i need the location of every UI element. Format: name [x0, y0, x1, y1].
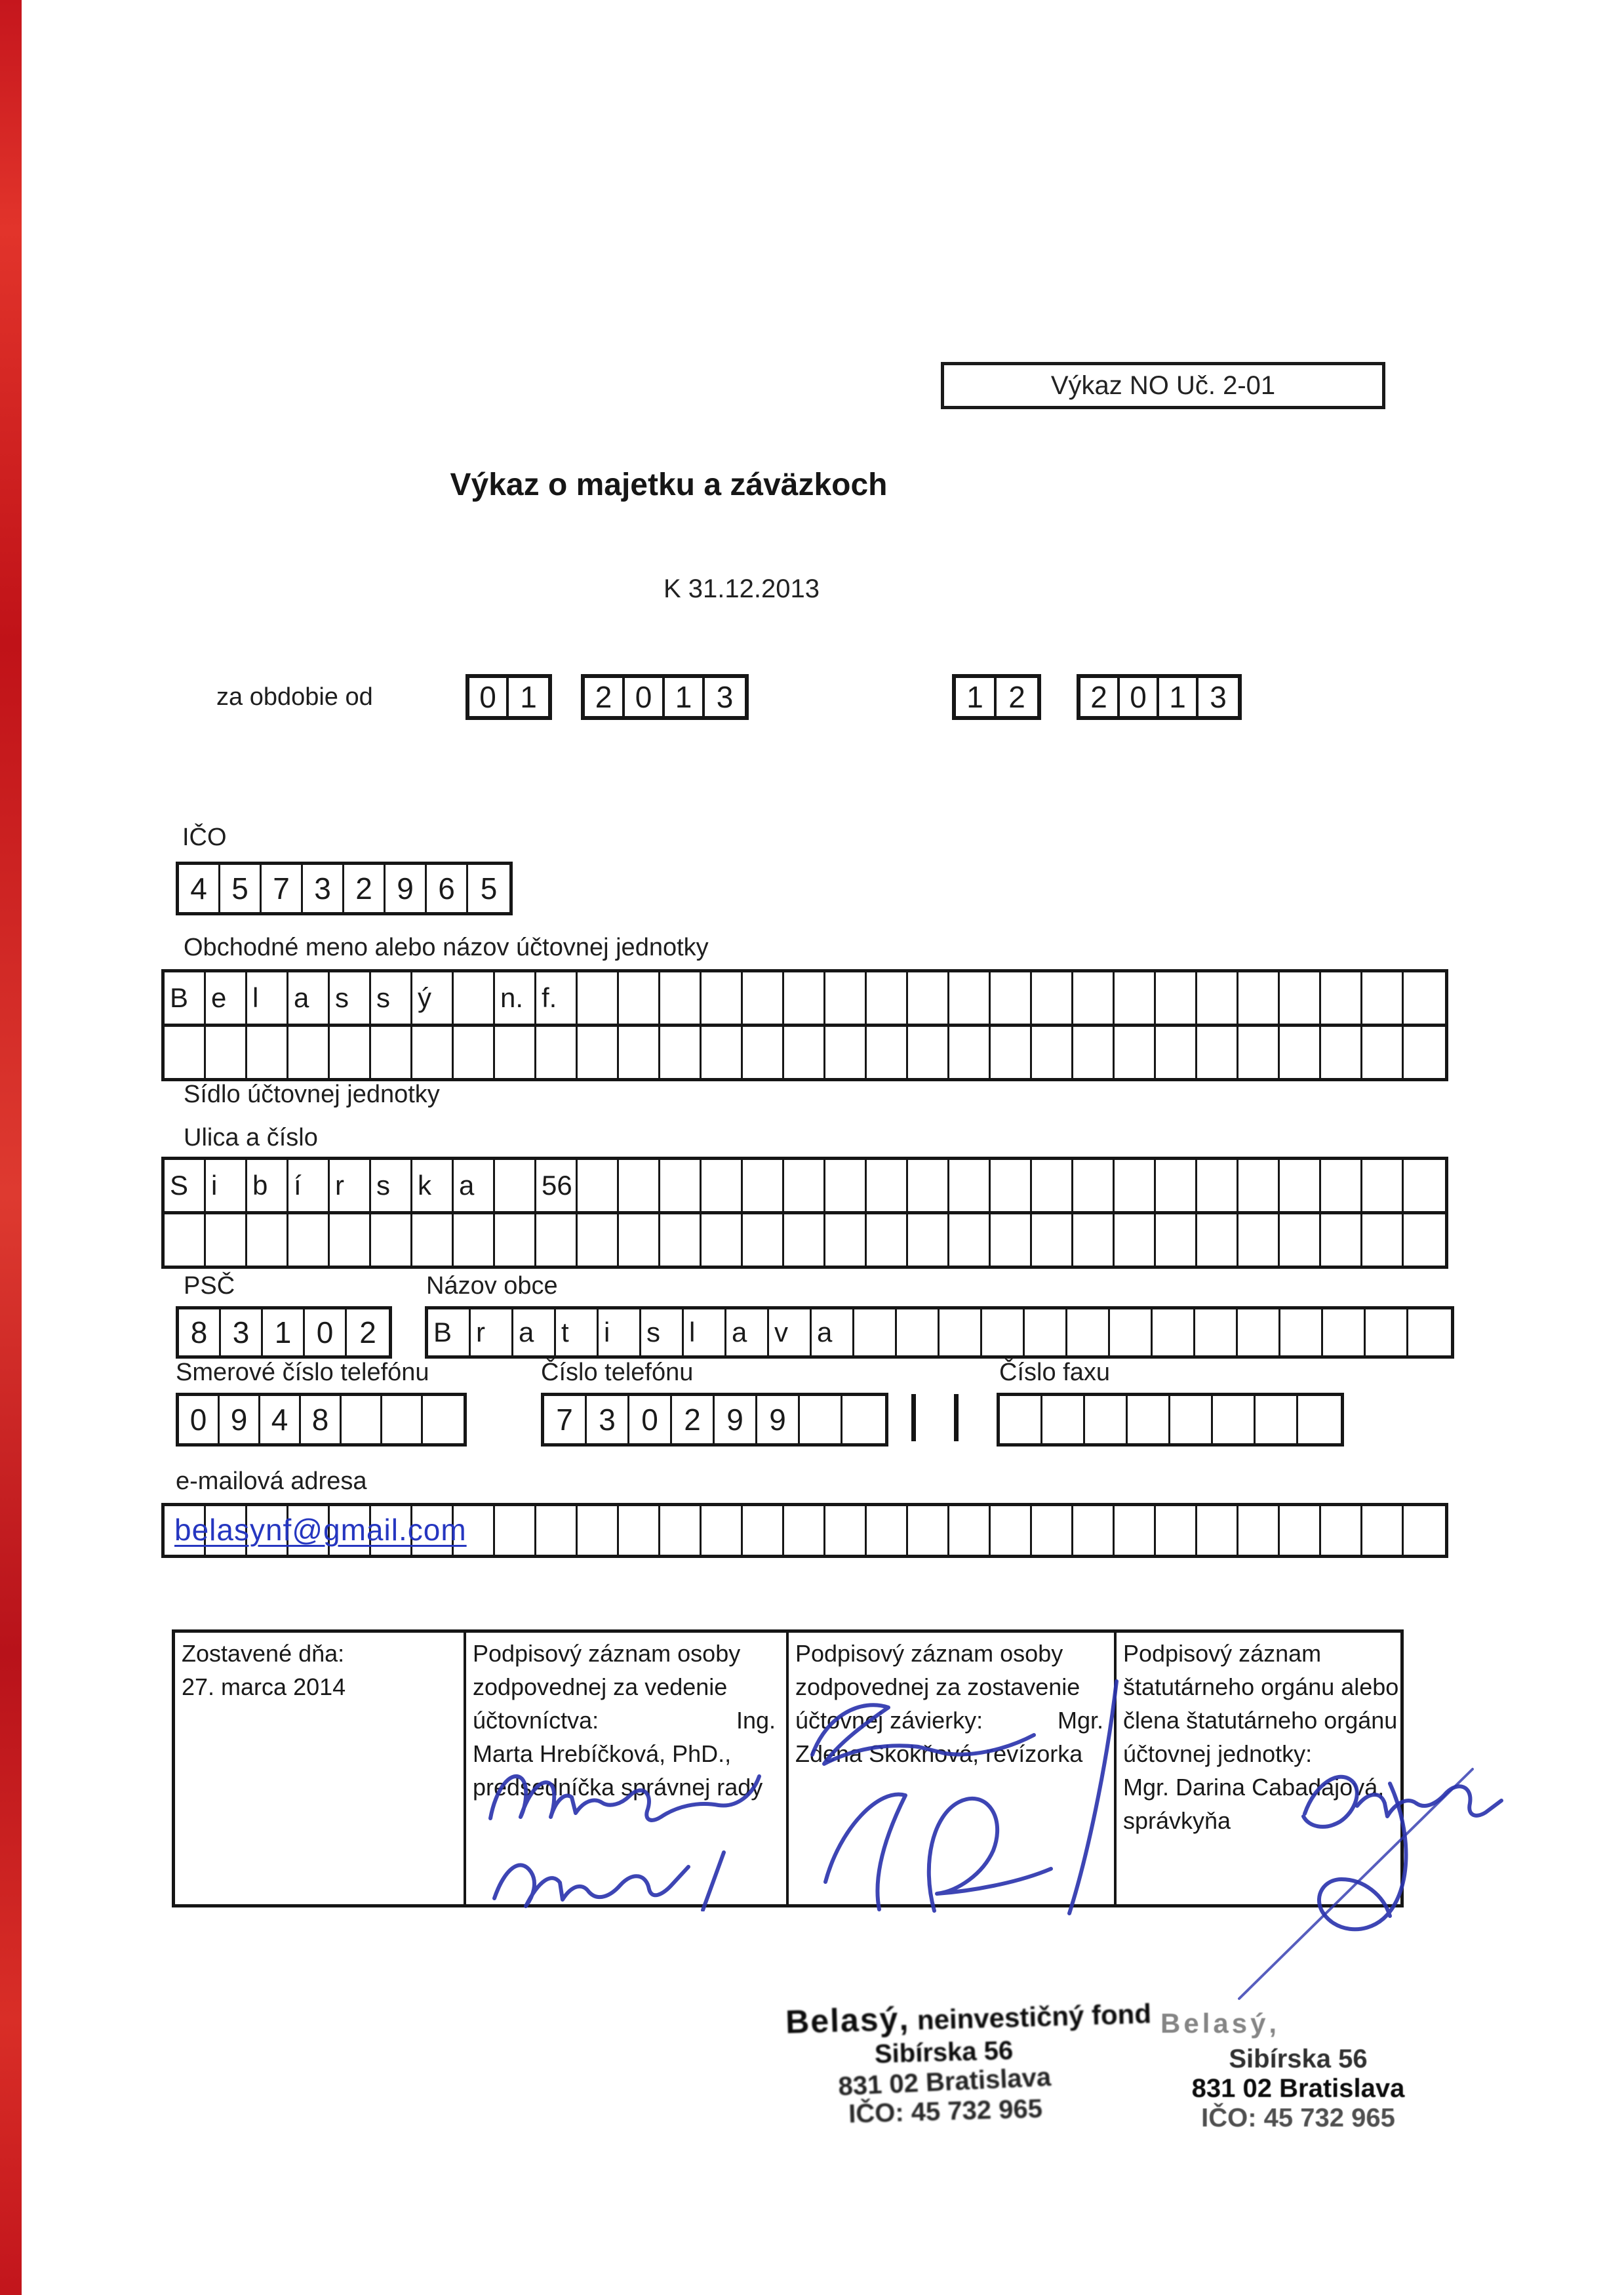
grid-cell [660, 1506, 702, 1555]
grid-cell: s [330, 972, 371, 1024]
grid-cell: 9 [220, 1396, 260, 1443]
grid-cell [536, 1214, 578, 1266]
grid-cell [908, 1160, 949, 1211]
grid-cell [1298, 1396, 1341, 1443]
grid-cell: 56 [536, 1160, 578, 1211]
grid-cell [1115, 1027, 1156, 1078]
grid-cell: s [641, 1309, 684, 1355]
grid-cell [1115, 1214, 1156, 1266]
grid-cell [1032, 1027, 1073, 1078]
grid-cell: 5 [480, 871, 498, 906]
grid-cell [330, 1027, 371, 1078]
stamp-line: Belasý, [1160, 2008, 1280, 2039]
grid-cell: í [288, 1160, 330, 1211]
grid-cell [578, 1214, 619, 1266]
grid-cell: 3 [1210, 680, 1227, 714]
grid-cell [1115, 972, 1156, 1024]
business-name-grid [161, 969, 1448, 1081]
grid-cell: a [288, 972, 330, 1024]
grid-cell [1032, 1506, 1073, 1555]
grid-cell: 8 [179, 1309, 221, 1355]
grid-cell: 3 [303, 865, 344, 912]
grid-cell [578, 1506, 619, 1555]
grid-cell: s [371, 972, 412, 1024]
grid-cell [578, 1027, 619, 1078]
grid-cell [288, 1027, 330, 1078]
grid-cell [1362, 1160, 1404, 1211]
stamp-belasy-smudged [785, 1994, 1152, 2130]
ico-label: IČO [182, 824, 227, 851]
grid-cell: a [726, 1309, 769, 1355]
grid-cell [784, 1214, 825, 1266]
grid-row [544, 1396, 885, 1443]
grid-cell: 2 [344, 865, 386, 912]
grid-row [179, 1396, 464, 1443]
grid-cell [1256, 1396, 1298, 1443]
grid-cell: 2 [672, 1396, 715, 1443]
grid-cell [412, 1214, 454, 1266]
grid-row [179, 865, 509, 912]
fax-label: Číslo faxu [999, 1359, 1110, 1386]
grid-cell [342, 1396, 382, 1443]
grid-cell [991, 972, 1032, 1024]
grid-cell [423, 1396, 464, 1443]
grid-cell [371, 1214, 412, 1266]
grid-cell [619, 1160, 660, 1211]
grid-cell [382, 1396, 423, 1443]
grid-cell [1073, 1506, 1115, 1555]
grid-cell [867, 1506, 908, 1555]
grid-cell [1404, 1214, 1445, 1266]
grid-cell [536, 1027, 578, 1078]
grid-cell [660, 1160, 702, 1211]
grid-cell [908, 972, 949, 1024]
grid-cell [702, 1160, 743, 1211]
signature-table-line: Zdena Skokňová, revízorka [795, 1740, 1083, 1767]
grid-row [165, 1024, 1445, 1078]
signature-table-line: Podpisový záznam [1123, 1640, 1322, 1667]
period-to-year-boxes [1077, 674, 1242, 720]
business-name-label: Obchodné meno alebo názov účtovnej jednotky [184, 934, 709, 961]
signature-table-line: Zostavené dňa: [182, 1640, 345, 1667]
grid-cell [1408, 1309, 1451, 1355]
grid-cell [578, 972, 619, 1024]
grid-cell [206, 1027, 247, 1078]
grid-cell [495, 1506, 536, 1555]
grid-cell [702, 1027, 743, 1078]
grid-cell [1238, 1506, 1280, 1555]
grid-cell [743, 1027, 784, 1078]
signature-table-line: Podpisový záznam osoby [473, 1640, 741, 1667]
grid-row [1000, 1396, 1341, 1443]
grid-cell: 1 [956, 678, 997, 716]
grid-cell [288, 1214, 330, 1266]
grid-cell [784, 1506, 825, 1555]
grid-cell: 0 [625, 678, 665, 716]
grid-cell [1156, 1506, 1197, 1555]
city-grid [425, 1306, 1454, 1359]
grid-cell: 6 [427, 865, 468, 912]
grid-cell [991, 1506, 1032, 1555]
grid-cell [1404, 972, 1445, 1024]
grid-cell [1321, 972, 1362, 1024]
grid-cell: 3 [716, 680, 734, 714]
grid-cell [1197, 1506, 1238, 1555]
grid-cell [1238, 1214, 1280, 1266]
grid-cell [1213, 1396, 1256, 1443]
grid-cell [454, 972, 495, 1024]
psc-grid [176, 1306, 392, 1359]
grid-cell [1128, 1396, 1170, 1443]
grid-cell [1280, 972, 1321, 1024]
signature-table-line: 27. marca 2014 [182, 1673, 346, 1700]
seat-section-label: Sídlo účtovnej jednotky [184, 1081, 440, 1108]
grid-cell [1170, 1396, 1213, 1443]
signature-table-line: Mgr. Darina Cabadajová, [1123, 1774, 1385, 1801]
grid-cell: v [769, 1309, 812, 1355]
grid-cell: 0 [629, 1396, 672, 1443]
grid-cell [412, 1027, 454, 1078]
area-code-label: Smerové číslo telefónu [176, 1359, 429, 1386]
grid-cell [371, 1027, 412, 1078]
grid-cell [1238, 1160, 1280, 1211]
grid-cell [1321, 1506, 1362, 1555]
fax-grid [997, 1393, 1344, 1447]
grid-cell: e [206, 972, 247, 1024]
signature-table-line: účtovnej jednotky: [1123, 1740, 1313, 1767]
grid-cell [495, 1214, 536, 1266]
grid-row [585, 678, 745, 716]
as-of-date: K 31.12.2013 [663, 574, 820, 603]
grid-cell [825, 1027, 867, 1078]
stamp-line: 831 02 Bratislava [837, 2062, 1052, 2102]
grid-cell [908, 1506, 949, 1555]
grid-cell [897, 1309, 940, 1355]
grid-cell [1323, 1309, 1366, 1355]
signature-table-line: štatutárneho orgánu alebo [1123, 1673, 1399, 1700]
grid-cell: a [454, 1160, 495, 1211]
period-from-year-boxes [581, 674, 749, 720]
grid-cell [660, 1214, 702, 1266]
grid-cell: 2 [359, 1315, 376, 1349]
grid-cell: 9 [715, 1396, 757, 1443]
grid-cell [825, 1160, 867, 1211]
signature-table-line: účtovnej závierky: Mgr. [795, 1707, 1103, 1734]
street-grid [161, 1157, 1448, 1269]
grid-cell: ý [412, 972, 454, 1024]
grid-cell [660, 972, 702, 1024]
signature-table-line: Marta Hrebíčková, PhD., [473, 1740, 732, 1767]
grid-cell [991, 1160, 1032, 1211]
grid-cell [1197, 1214, 1238, 1266]
grid-cell [800, 1396, 842, 1443]
phone-label: Číslo telefónu [541, 1359, 694, 1386]
grid-cell [743, 1160, 784, 1211]
grid-cell: 0 [305, 1309, 347, 1355]
grid-cell [1115, 1506, 1156, 1555]
grid-cell [949, 972, 991, 1024]
signature-table-line: zodpovednej za vedenie [473, 1673, 728, 1700]
grid-cell [1280, 1160, 1321, 1211]
grid-cell: 1 [520, 680, 537, 714]
grid-row [956, 678, 1037, 716]
signature-zdena-skoknova [783, 1666, 1124, 1928]
scan-red-edge [0, 0, 22, 2295]
grid-cell [1321, 1027, 1362, 1078]
grid-cell [330, 1214, 371, 1266]
grid-cell [949, 1506, 991, 1555]
grid-cell [1110, 1309, 1153, 1355]
grid-cell: 0 [1120, 678, 1159, 716]
grid-row [469, 678, 548, 716]
grid-cell [1404, 1506, 1445, 1555]
grid-row [165, 1211, 1445, 1266]
grid-cell: B [165, 972, 206, 1024]
grid-cell [784, 1027, 825, 1078]
signature-table-line: správkyňa [1123, 1807, 1231, 1834]
grid-cell [1362, 1214, 1404, 1266]
grid-cell: 1 [1159, 678, 1198, 716]
grid-cell: t [556, 1309, 599, 1355]
signature-marta-hrebickova [472, 1734, 780, 1911]
stamp-line: 831 02 Bratislava [1191, 2074, 1405, 2103]
stamp-line: Sibírska 56 [1229, 2045, 1368, 2073]
grid-cell [1032, 1160, 1073, 1211]
grid-row [165, 1160, 1445, 1211]
grid-cell: 4 [179, 865, 220, 912]
grid-row [165, 972, 1445, 1024]
grid-cell [867, 1214, 908, 1266]
grid-cell [743, 972, 784, 1024]
grid-cell: b [247, 1160, 288, 1211]
grid-cell [991, 1027, 1032, 1078]
grid-cell [1280, 1214, 1321, 1266]
grid-cell [842, 1396, 885, 1443]
grid-cell [825, 1214, 867, 1266]
grid-cell [1280, 1309, 1323, 1355]
grid-cell: r [330, 1160, 371, 1211]
grid-cell [825, 972, 867, 1024]
grid-cell [825, 1506, 867, 1555]
grid-cell: 9 [386, 865, 427, 912]
grid-cell [619, 1506, 660, 1555]
grid-cell [495, 1160, 536, 1211]
page-title: Výkaz o majetku a záväzkoch [450, 468, 888, 502]
period-label: za obdobie od [216, 683, 373, 711]
grid-cell [1042, 1396, 1085, 1443]
grid-cell [1362, 972, 1404, 1024]
grid-cell [1366, 1309, 1408, 1355]
grid-cell: k [412, 1160, 454, 1211]
grid-cell [1238, 972, 1280, 1024]
grid-cell [1197, 972, 1238, 1024]
signature-table-line: zodpovednej za zostavenie [795, 1673, 1080, 1700]
grid-cell [536, 1506, 578, 1555]
email-label: e-mailová adresa [176, 1467, 367, 1495]
grid-cell [991, 1214, 1032, 1266]
separator-tick [954, 1394, 959, 1441]
grid-cell [1156, 1027, 1197, 1078]
grid-cell: f. [536, 972, 578, 1024]
form-code-box [941, 362, 1385, 409]
grid-cell: 4 [260, 1396, 301, 1443]
signature-table-column [175, 1633, 466, 1904]
grid-cell: s [371, 1160, 412, 1211]
grid-cell [1197, 1027, 1238, 1078]
stamp-belasy-light [1160, 2008, 1436, 2133]
grid-cell [702, 972, 743, 1024]
grid-cell [702, 1214, 743, 1266]
grid-cell: 5 [220, 865, 262, 912]
phone-grid [541, 1393, 888, 1447]
grid-cell [165, 1027, 206, 1078]
grid-cell [908, 1214, 949, 1266]
grid-cell [495, 1027, 536, 1078]
grid-cell [619, 1214, 660, 1266]
grid-cell: S [165, 1160, 206, 1211]
grid-cell: 0 [179, 1396, 220, 1443]
grid-cell [1073, 1214, 1115, 1266]
signature-table-line: Podpisový záznam osoby [795, 1640, 1063, 1667]
grid-cell [1280, 1506, 1321, 1555]
grid-cell [1073, 1027, 1115, 1078]
grid-cell [949, 1027, 991, 1078]
grid-cell [1067, 1309, 1110, 1355]
grid-cell: i [206, 1160, 247, 1211]
grid-cell [867, 972, 908, 1024]
grid-cell: 3 [221, 1309, 263, 1355]
stamp-line: IČO: 45 732 965 [848, 2094, 1043, 2129]
grid-cell: l [684, 1309, 726, 1355]
grid-cell [1362, 1027, 1404, 1078]
grid-cell [165, 1214, 206, 1266]
grid-cell [1238, 1027, 1280, 1078]
grid-cell [454, 1214, 495, 1266]
grid-cell [784, 972, 825, 1024]
grid-cell: r [471, 1309, 513, 1355]
grid-cell [940, 1309, 982, 1355]
grid-cell [743, 1214, 784, 1266]
grid-cell: 2 [1008, 680, 1025, 714]
grid-cell [1321, 1160, 1362, 1211]
signature-table-line: účtovníctva: Ing. [473, 1707, 776, 1734]
city-label: Názov obce [426, 1272, 558, 1300]
grid-cell [1085, 1396, 1128, 1443]
grid-cell [206, 1214, 247, 1266]
grid-cell: l [247, 972, 288, 1024]
grid-row [1080, 678, 1238, 716]
period-from-month-boxes [465, 674, 552, 720]
signature-table-line: člena štatutárneho orgánu [1123, 1707, 1398, 1734]
area-code-grid [176, 1393, 467, 1447]
grid-cell [867, 1027, 908, 1078]
signature-table-line: predsedníčka správnej rady [473, 1774, 763, 1801]
grid-cell: B [428, 1309, 471, 1355]
grid-cell [247, 1027, 288, 1078]
stamp-line: Belasý, neinvestičný fond [785, 1998, 1152, 2041]
grid-cell [982, 1309, 1025, 1355]
stamp-line: Sibírska 56 [874, 2036, 1014, 2069]
grid-cell [1156, 972, 1197, 1024]
grid-cell [1156, 1214, 1197, 1266]
grid-cell [1321, 1214, 1362, 1266]
grid-cell [1280, 1027, 1321, 1078]
grid-cell: 9 [757, 1396, 800, 1443]
grid-cell [1153, 1309, 1195, 1355]
ico-grid [176, 862, 513, 915]
grid-cell [1032, 972, 1073, 1024]
grid-cell: 0 [469, 678, 509, 716]
grid-cell [247, 1214, 288, 1266]
grid-cell [1404, 1027, 1445, 1078]
grid-cell [1197, 1160, 1238, 1211]
grid-row [428, 1309, 1451, 1355]
grid-cell [1362, 1506, 1404, 1555]
grid-cell: 1 [263, 1309, 305, 1355]
grid-cell [1032, 1214, 1073, 1266]
grid-cell [867, 1160, 908, 1211]
grid-cell [1238, 1309, 1280, 1355]
grid-row [179, 1309, 389, 1355]
grid-cell [1073, 972, 1115, 1024]
grid-cell: 2 [1080, 678, 1120, 716]
grid-cell [1025, 1309, 1067, 1355]
psc-label: PSČ [184, 1272, 235, 1300]
grid-cell [1404, 1160, 1445, 1211]
grid-cell [702, 1506, 743, 1555]
period-to-month-boxes [952, 674, 1041, 720]
grid-cell [743, 1506, 784, 1555]
grid-cell: n. [495, 972, 536, 1024]
grid-cell [454, 1027, 495, 1078]
grid-cell [619, 1027, 660, 1078]
grid-cell [578, 1160, 619, 1211]
grid-cell: a [513, 1309, 556, 1355]
email-address-text: belasynf@gmail.com [174, 1513, 467, 1547]
form-code-text: Výkaz NO Uč. 2-01 [1050, 370, 1276, 400]
grid-cell: 8 [301, 1396, 342, 1443]
street-label: Ulica a číslo [184, 1124, 318, 1151]
signature-darina-cabadajova [1108, 1685, 1541, 2026]
grid-cell: 3 [587, 1396, 629, 1443]
grid-cell: 2 [585, 678, 625, 716]
grid-cell: i [599, 1309, 641, 1355]
grid-cell [619, 972, 660, 1024]
grid-cell [1115, 1160, 1156, 1211]
grid-cell [908, 1027, 949, 1078]
grid-cell [1073, 1160, 1115, 1211]
grid-cell [660, 1027, 702, 1078]
grid-cell: 7 [262, 865, 303, 912]
grid-cell [1195, 1309, 1238, 1355]
grid-cell [1156, 1160, 1197, 1211]
grid-cell: 1 [665, 678, 705, 716]
separator-tick [911, 1394, 916, 1441]
grid-cell [949, 1160, 991, 1211]
grid-cell [784, 1160, 825, 1211]
grid-cell [1000, 1396, 1042, 1443]
stamp-line: IČO: 45 732 965 [1201, 2104, 1395, 2132]
grid-cell: a [812, 1309, 854, 1355]
grid-cell: 7 [544, 1396, 587, 1443]
grid-cell [949, 1214, 991, 1266]
grid-cell [854, 1309, 897, 1355]
